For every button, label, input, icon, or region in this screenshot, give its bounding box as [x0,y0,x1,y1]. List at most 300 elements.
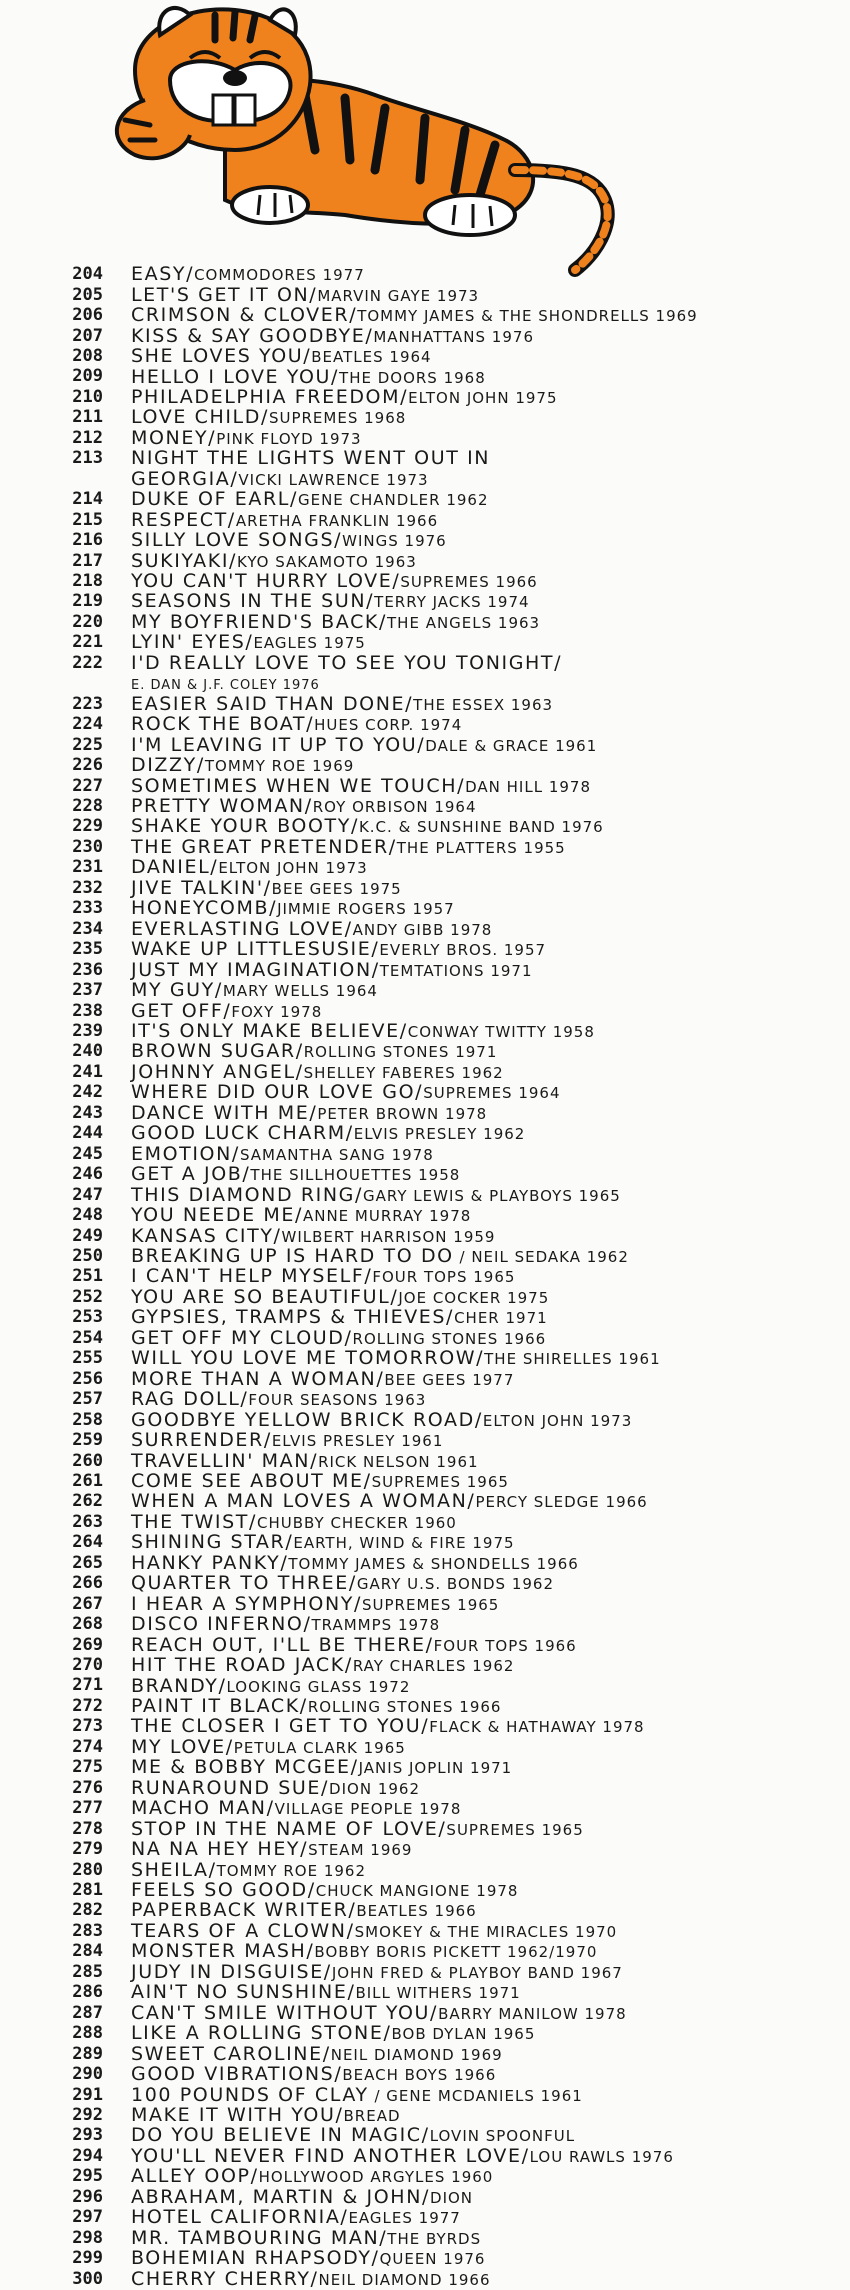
song-text [131,427,362,449]
song-artist-year: STEAM 1969 [308,1841,413,1860]
song-text [131,1306,548,1328]
song-text [131,1265,515,1287]
song-artist-year: TRAMMPS 1978 [311,1616,441,1635]
song-artist-year: TOMMY JAMES & THE SHONDRELLS 1969 [357,307,698,326]
song-title: KANSAS CITY/ [131,1224,282,1247]
song-entry [58,2166,850,2186]
song-entry [58,1921,850,1941]
song-entry [58,1389,850,1409]
song-entry [58,1512,850,1532]
song-text [131,509,438,531]
song-text [131,2268,491,2290]
song-artist-year: ELTON JOHN 1975 [408,388,558,407]
song-text [131,284,479,306]
song-text [131,2145,674,2167]
song-text [131,836,566,858]
song-number: 298 [72,2227,103,2248]
song-title: LIKE A ROLLING STONE/ [131,2022,392,2045]
song-number: 295 [72,2166,103,2187]
song-number: 218 [72,571,103,592]
song-title: PHILADELPHIA FREEDOM/ [131,385,409,408]
song-text [131,2206,461,2228]
song-text [131,263,365,285]
song-entry [58,919,850,939]
song-title: YOU NEEDE ME/ [131,1204,303,1227]
song-text [131,1490,648,1512]
song-number: 230 [72,836,103,857]
song-entry [58,2228,850,2248]
song-entry [58,1164,850,1184]
song-number: 254 [72,1327,103,1348]
song-text [131,1409,632,1431]
song-entry [58,264,850,284]
song-entry [58,939,850,959]
song-title: THIS DIAMOND RING/ [131,1183,364,1206]
song-number: 290 [72,2064,103,2085]
song-artist-year: COMMODORES 1977 [194,266,365,285]
song-text [131,1797,461,1819]
song-text [131,1879,518,1901]
song-title: YOU'LL NEVER FIND ANOTHER LOVE/ [131,2144,530,2167]
song-title: EVERLASTING LOVE/ [131,917,353,940]
song-entry [58,837,850,857]
song-title: AIN'T NO SUNSHINE/ [131,1981,356,2004]
song-title: GEORGIA/ [131,467,239,490]
song-artist-year: LOVIN SPOONFUL [429,2127,576,2146]
song-number: 256 [72,1368,103,1389]
song-title: FEELS SO GOOD/ [131,1879,316,1902]
song-text [131,2022,535,2044]
song-title: MACHO MAN/ [131,1797,275,1820]
song-entry [58,1900,850,1920]
song-text [131,1531,515,1553]
song-text [131,1511,457,1533]
song-entry [58,1307,850,1327]
song-entry [58,2105,850,2125]
song-title: MY LOVE/ [131,1735,234,1758]
song-title: HOTEL CALIFORNIA/ [131,2206,349,2229]
song-artist-year: THE BYRDS [387,2229,482,2248]
song-artist-year: ELTON JOHN 1973 [482,1411,633,1430]
song-title: LOVE CHILD/ [131,406,269,429]
song-artist-year: GENE CHANDLER 1962 [297,491,489,510]
song-artist-year: ARETHA FRANKLIN 1966 [235,511,439,530]
song-entry [58,1634,850,1654]
song-text [131,918,492,940]
song-number: 300 [72,2268,103,2289]
song-artist-year: ANNE MURRAY 1978 [302,1207,472,1226]
song-entry [58,448,850,468]
song-artist-year: FOUR TOPS 1965 [372,1268,516,1287]
song-number: 266 [72,1573,103,1594]
song-artist-year: TERRY JACKS 1974 [374,593,530,612]
song-artist-year: TEMTATIONS 1971 [379,961,533,980]
song-text [131,1143,434,1165]
song-title: 100 POUNDS OF CLAY [131,2083,369,2106]
song-text [131,1940,597,1962]
song-title: WHERE DID OUR LOVE GO/ [131,1081,424,1104]
song-number: 209 [72,366,103,387]
song-number: 251 [72,1266,103,1287]
song-number: 264 [72,1532,103,1553]
song-entry [58,530,850,550]
song-title: EMOTION/ [131,1142,240,1165]
song-number: 228 [72,796,103,816]
song-entry [58,1123,850,1143]
song-artist-year: SUPREMES 1966 [400,573,538,592]
song-artist-year: JOHN FRED & PLAYBOY BAND 1967 [331,1963,623,1982]
song-number: 212 [72,427,103,448]
song-number: 287 [72,2002,103,2023]
song-entry [58,653,850,673]
song-number: 226 [72,755,103,776]
song-title: DO YOU BELIEVE IN MAGIC/ [131,2124,430,2147]
song-artist-year: GARY LEWIS & PLAYBOYS 1965 [363,1186,621,1205]
song-title: GYPSIES, TRAMPS & THIEVES/ [131,1306,455,1329]
song-number: 275 [72,1757,103,1778]
song-entry [58,2125,850,2145]
song-entry [58,387,850,407]
song-text [131,406,406,428]
song-text [131,1368,514,1390]
song-number: 207 [72,325,103,346]
song-text [131,1613,440,1635]
song-title: QUARTER TO THREE/ [131,1572,357,1595]
song-entry [58,1614,850,1634]
song-text [131,713,462,735]
song-number: 206 [72,305,103,326]
song-text [131,447,490,469]
song-title: LET'S GET IT ON/ [131,283,318,306]
song-text [131,2124,575,2146]
song-artist-year: BEE GEES 1977 [384,1370,515,1389]
song-text [131,979,378,1001]
song-entry [58,2187,850,2207]
song-number: 296 [72,2186,103,2207]
song-number: 249 [72,1225,103,1246]
song-entry [58,305,850,325]
song-artist-year: RICK NELSON 1961 [318,1452,479,1471]
song-text [131,1020,595,1042]
song-number: 285 [72,1961,103,1982]
song-entry [58,1143,850,1163]
song-artist-year: THE ANGELS 1963 [387,613,541,632]
song-title: I'D REALLY LOVE TO SEE YOU TONIGHT/ [131,651,563,674]
song-title: MONEY/ [131,426,217,449]
song-artist-year: HOLLYWOOD ARGYLES 1960 [258,2168,494,2187]
song-text [131,2104,401,2126]
song-artist-year: LOU RAWLS 1976 [529,2147,674,2166]
song-entry [58,1041,850,1061]
song-text [131,1777,420,1799]
song-number: 246 [72,1164,103,1185]
song-artist-year: PERCY SLEDGE 1966 [475,1493,648,1512]
song-number: 232 [72,877,103,898]
song-entry [58,816,850,836]
song-artist-year: LOOKING GLASS 1972 [226,1677,411,1696]
song-entry [58,1553,850,1573]
song-artist-year: BEATLES 1964 [311,348,432,367]
song-title: MY BOYFRIEND'S BACK/ [131,610,387,633]
song-text [131,1859,366,1881]
song-title: CHERRY CHERRY/ [131,2267,319,2290]
song-text [131,1163,460,1185]
song-text [131,1675,410,1697]
song-text [131,897,455,919]
song-number: 223 [72,693,103,714]
song-artist-year: THE PLATTERS 1955 [396,838,566,857]
song-text [131,2063,496,2085]
song-number: 289 [72,2043,103,2064]
song-text [131,304,698,326]
song-entry [58,1000,850,1020]
song-artist-year: JIMMIE ROGERS 1957 [277,900,455,919]
song-artist-year: ELTON JOHN 1973 [218,859,368,878]
song-number: 299 [72,2248,103,2269]
song-text [131,1818,584,1840]
song-artist-year: EAGLES 1975 [253,634,366,653]
song-number: 229 [72,816,103,837]
song-entry [58,694,850,714]
song-artist-year: CHUCK MANGIONE 1978 [315,1882,519,1901]
song-artist-year: MANHATTANS 1976 [373,327,534,346]
song-number: 225 [72,734,103,755]
song-title: RUNAROUND SUE/ [131,1776,330,1799]
song-entry [58,1839,850,1859]
song-entry [58,959,850,979]
song-number: 213 [72,448,103,469]
song-artist-year: QUEEN 1976 [379,2250,486,2269]
song-title: WILL YOU LOVE ME TOMORROW/ [131,1347,485,1370]
song-entry [58,1696,850,1716]
song-title: LYIN' EYES/ [131,631,254,654]
song-artist-year: ANDY GIBB 1978 [352,920,493,939]
song-entry [58,632,850,652]
song-title: SHINING STAR/ [131,1531,294,1554]
song-title: THE TWIST/ [131,1510,258,1533]
song-number: 284 [72,1941,103,1962]
song-text [131,1961,623,1983]
song-text [131,1899,477,1921]
song-entry [58,284,850,304]
song-number: 258 [72,1409,103,1430]
song-text [131,468,429,490]
song-text [131,1695,501,1717]
song-artist-year: SAMANTHA SANG 1978 [239,1145,434,1164]
song-artist-year: K.C. & SUNSHINE BAND 1976 [358,818,604,837]
song-artist-year: RAY CHARLES 1962 [352,1657,515,1676]
song-artist-year: SUPREMES 1965 [362,1595,500,1614]
song-artist-year: SUPREMES 1964 [423,1084,561,1103]
song-artist-year: EARTH, WIND & FIRE 1975 [293,1534,515,1553]
song-text [131,590,530,612]
song-text [131,1000,322,1022]
song-number: 241 [72,1061,103,1082]
song-entry [58,2084,850,2104]
song-title: ME & BOBBY MCGEE/ [131,1756,359,1779]
song-artist-year: ROLLING STONES 1971 [303,1043,498,1062]
song-text [131,529,447,551]
song-number: 211 [72,407,103,428]
song-text [131,1593,499,1615]
song-number: 205 [72,284,103,305]
song-text [131,693,553,715]
song-artist-year: ELVIS PRESLEY 1962 [353,1125,526,1144]
song-artist-year: PETULA CLARK 1965 [233,1738,406,1757]
song-number: 273 [72,1716,103,1737]
song-artist-year: CHUBBY CHECKER 1960 [257,1513,457,1532]
song-number: 222 [72,652,103,673]
song-entry [58,898,850,918]
song-entry [58,1716,850,1736]
song-number: 269 [72,1634,103,1655]
song-number: 260 [72,1450,103,1471]
song-artist-year: SUPREMES 1965 [371,1472,509,1491]
song-title: GET OFF/ [131,999,232,1022]
song-artist-year: WILBERT HARRISON 1959 [281,1227,496,1246]
song-artist-year: JANIS JOPLIN 1971 [358,1759,513,1778]
song-number: 297 [72,2207,103,2228]
song-artist-year: GARY U.S. BONDS 1962 [356,1575,554,1594]
song-entry [58,980,850,1000]
song-entry [58,1184,850,1204]
song-title: DIZZY/ [131,754,205,777]
song-entry [58,734,850,754]
song-entry [58,325,850,345]
song-entry-continued [58,469,850,489]
song-number: 235 [72,939,103,960]
song-title: GOODBYE YELLOW BRICK ROAD/ [131,1408,483,1431]
song-number: 240 [72,1041,103,1062]
song-number: 250 [72,1245,103,1266]
song-artist-year: MARVIN GAYE 1973 [317,286,480,305]
song-title: THE GREAT PRETENDER/ [131,835,397,858]
song-title: SUKIYAKI/ [131,549,238,572]
song-text [131,2227,481,2249]
song-title: MONSTER MASH/ [131,1940,315,1963]
song-title: PAPERBACK WRITER/ [131,1899,357,1922]
song-entry [58,550,850,570]
song-number: 221 [72,632,103,653]
song-artist-year: THE SHIRELLES 1961 [484,1350,661,1369]
song-entry [58,612,850,632]
song-artist-year: ROY ORBISON 1964 [312,798,477,817]
song-number: 292 [72,2105,103,2125]
song-text [131,1061,504,1083]
song-text [131,856,368,878]
song-text [131,1634,577,1656]
song-number: 244 [72,1123,103,1144]
song-title: MORE THAN A WOMAN/ [131,1367,385,1390]
song-title: HIT THE ROAD JACK/ [131,1654,353,1677]
song-entry [58,775,850,795]
song-title: EASIER SAID THAN DONE/ [131,692,414,715]
song-entry [58,2064,850,2084]
song-number: 227 [72,775,103,796]
song-artist-year: ROLLING STONES 1966 [352,1329,547,1348]
song-artist-year: NEIL DIAMOND 1969 [330,2045,503,2064]
song-number: 267 [72,1593,103,1614]
song-title: I'M LEAVING IT UP TO YOU/ [131,733,426,756]
song-entry [58,1655,850,1675]
song-number: 280 [72,1859,103,1880]
song-number: 271 [72,1675,103,1696]
song-title: EASY/ [131,263,195,286]
song-artist-year: CONWAY TWITTY 1958 [407,1023,595,1041]
song-entry [58,1103,850,1123]
song-entry [58,407,850,427]
song-title: YOU CAN'T HURRY LOVE/ [131,570,401,593]
song-text [131,1347,661,1369]
song-number: 210 [72,386,103,407]
song-text [131,1715,645,1737]
song-entry [58,1328,850,1348]
song-artist-year: WINGS 1976 [342,532,447,551]
sleeping-tiger-icon [75,0,635,285]
song-title: CAN'T SMILE WITHOUT YOU/ [131,2001,439,2024]
song-number: 234 [72,918,103,939]
song-title: COME SEE ABOUT ME/ [131,1469,372,1492]
song-artist-year: JOE COCKER 1975 [398,1288,550,1307]
song-title: MY GUY/ [131,979,223,1002]
song-list [58,264,850,2289]
song-number: 231 [72,857,103,878]
song-entry [58,1348,850,1368]
song-text [131,959,533,981]
song-artist-year: PETER BROWN 1978 [317,1104,488,1123]
song-number: 259 [72,1430,103,1451]
song-title: TEARS OF A CLOWN/ [131,1919,355,1942]
song-entry [58,1082,850,1102]
song-number: 236 [72,959,103,980]
song-title: NIGHT THE LIGHTS WENT OUT IN [131,447,491,470]
song-text [131,345,432,367]
song-text [131,877,402,899]
song-number: 215 [72,509,103,530]
song-title: REACH OUT, I'LL BE THERE/ [131,1633,434,1656]
song-number: 283 [72,1920,103,1941]
song-artist-year: BEE GEES 1975 [271,879,402,898]
song-artist-year: BARRY MANILOW 1978 [438,2004,627,2023]
song-artist-year: BREAD [343,2107,401,2126]
song-entry [58,1573,850,1593]
song-entry [58,1778,850,1798]
song-title: WAKE UP LITTLESUSIE/ [131,938,380,961]
song-title: SOMETIMES WHEN WE TOUCH/ [131,774,466,797]
song-number: 208 [72,346,103,367]
song-title: JUST MY IMAGINATION/ [131,958,380,981]
song-text [131,938,546,960]
song-number: 204 [72,264,103,285]
song-title: DUKE OF EARL/ [131,488,298,511]
song-number: 220 [72,611,103,632]
song-entry [58,2248,850,2268]
song-text [131,1327,546,1349]
song-artist-year: TOMMY ROE 1962 [216,1861,367,1880]
song-number: 265 [72,1552,103,1573]
song-entry [58,755,850,775]
song-entry [58,1021,850,1041]
song-title: JIVE TALKIN'/ [131,876,272,899]
song-title: MAKE IT WITH YOU/ [131,2104,344,2127]
song-title: YOU ARE SO BEAUTIFUL/ [131,1285,399,1308]
song-artist-year: E. DAN & J.F. COLEY 1976 [131,678,320,694]
song-title: GOOD VIBRATIONS/ [131,2063,343,2086]
song-number: 278 [72,1818,103,1839]
song-text [131,2247,485,2269]
song-title: SEASONS IN THE SUN/ [131,590,375,613]
song-title: GET OFF MY CLOUD/ [131,1326,353,1349]
